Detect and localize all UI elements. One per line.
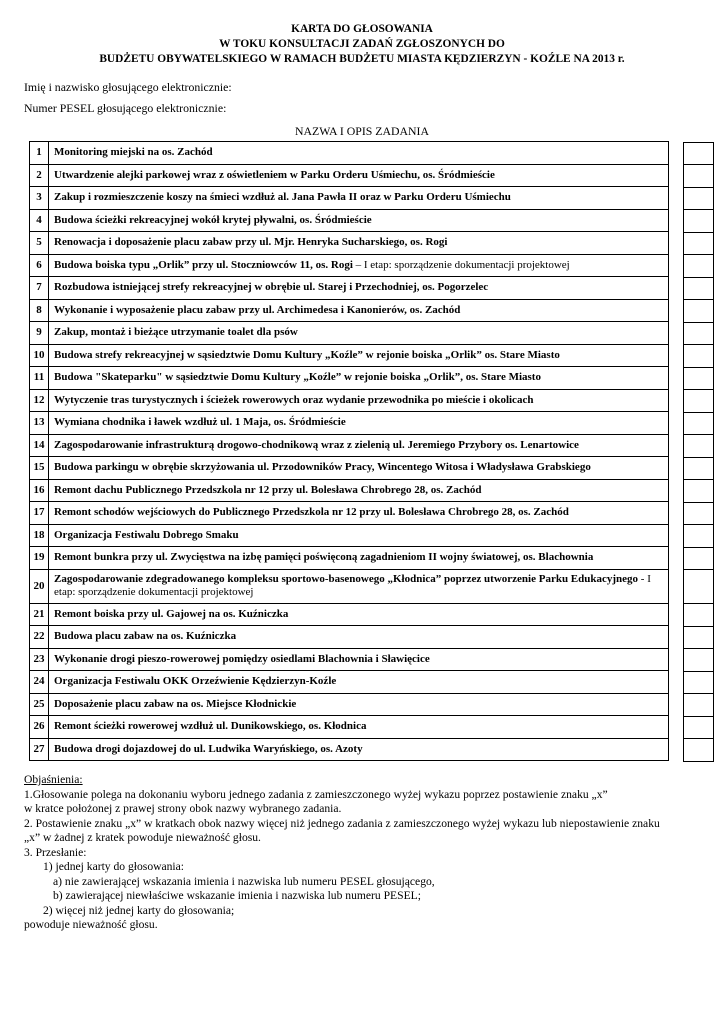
task-description xyxy=(49,164,669,187)
explanation-line: a) nie zawierającej wskazania imienia i nazwiska lub numeru PESEL głosującego, xyxy=(53,874,435,888)
vote-checkbox[interactable] xyxy=(683,569,714,604)
task-number: 9 xyxy=(30,322,49,345)
task-row xyxy=(30,322,669,345)
task-description xyxy=(49,434,669,457)
task-number: 3 xyxy=(30,187,49,210)
explanation-line: b) zawierającej niewłaściwe wskazanie imienia i nazwiska lub numeru PESEL; xyxy=(53,889,421,902)
task-number: 10 xyxy=(30,344,49,367)
vote-checkbox[interactable] xyxy=(683,254,714,278)
vote-checkbox[interactable] xyxy=(683,277,714,301)
task-title: Wymiana chodnika i ławek wzdłuż ul. 1 Maja, os. Śródmieście xyxy=(54,416,346,429)
task-title: Budowa ścieżki rekreacyjnej wokół krytej pływalni, os. Śródmieście xyxy=(54,213,372,226)
task-number: 26 xyxy=(30,716,49,739)
task-row xyxy=(30,209,669,232)
task-description xyxy=(49,547,669,570)
task-number: 15 xyxy=(30,457,49,480)
task-title: Organizacja Festiwalu Dobrego Smaku xyxy=(54,528,239,541)
ballot-subtitle: W TOKU KONSULTACJI ZADAŃ ZGŁOSZONYCH DO xyxy=(219,38,505,50)
task-title: Budowa drogi dojazdowej do ul. Ludwika Waryńskiego, os. Azoty xyxy=(54,742,363,755)
task-row xyxy=(30,626,669,649)
task-title: Rozbudowa istniejącej strefy rekreacyjnej w obrębie ul. Starej i Przechodniej, os. Pogorzelec xyxy=(54,281,489,294)
task-note: – I etap: sporządzenie dokumentacji projektowej xyxy=(352,258,570,271)
voter-pesel-label: Numer PESEL głosującego elektronicznie: xyxy=(24,101,227,115)
task-title: Zagospodarowanie zdegradowanego kompleksu sportowo-basenowego „Kłodnica” poprzez utworzenie Parku Edukacyjnego xyxy=(54,573,639,585)
task-title: Remont bunkra przy ul. Zwycięstwa na izbę pamięci poświęconą zagadnieniom II wojny światowej, os. Blachownia xyxy=(54,551,594,564)
vote-checkbox[interactable] xyxy=(683,142,714,166)
vote-checkbox[interactable] xyxy=(683,671,714,695)
explanation-line: „x” w żadnej z kratek powoduje nieważność głosu. xyxy=(24,831,261,844)
vote-checkbox[interactable] xyxy=(683,322,714,346)
task-row xyxy=(30,254,669,277)
task-title: Organizacja Festiwalu OKK Orzeźwienie Kędzierzyn-Koźle xyxy=(54,675,337,688)
task-description xyxy=(49,524,669,547)
task-row xyxy=(30,502,669,525)
vote-checkbox[interactable] xyxy=(683,209,714,233)
task-description xyxy=(49,187,669,210)
task-number: 19 xyxy=(30,547,49,570)
task-number: 27 xyxy=(30,738,49,761)
task-title: Zagospodarowanie infrastrukturą drogowo-chodnikową wraz z zielenią ul. Jeremiego Przybory os. Lenartowice xyxy=(54,438,579,451)
vote-checkbox[interactable] xyxy=(683,603,714,627)
task-description xyxy=(49,671,669,694)
vote-checkbox[interactable] xyxy=(683,164,714,188)
task-description xyxy=(49,299,669,322)
task-number: 14 xyxy=(30,434,49,457)
task-row xyxy=(30,142,669,165)
task-title: Budowa placu zabaw na os. Kuźniczka xyxy=(54,630,237,643)
task-row xyxy=(30,569,669,603)
vote-checkbox[interactable] xyxy=(683,738,714,762)
task-row xyxy=(30,738,669,761)
task-title: Renowacja i doposażenie placu zabaw przy ul. Mjr. Henryka Sucharskiego, os. Rogi xyxy=(54,236,448,249)
task-row xyxy=(30,367,669,390)
task-row xyxy=(30,412,669,435)
vote-checkbox[interactable] xyxy=(683,547,714,571)
task-description xyxy=(49,648,669,671)
task-title: Remont boiska przy ul. Gajowej na os. Kuźniczka xyxy=(54,607,289,620)
vote-checkbox[interactable] xyxy=(683,412,714,436)
explanations-heading: Objaśnienia: xyxy=(24,773,83,786)
task-row xyxy=(30,434,669,457)
task-number: 2 xyxy=(30,164,49,187)
task-number: 1 xyxy=(30,142,49,165)
explanation-line: 2. Postawienie znaku „x” w kratkach obok nazwy więcej niż jednego zadania z zamieszczonego wyżej wykazu lub niepostawienie znaku xyxy=(24,816,660,830)
vote-checkbox[interactable] xyxy=(683,479,714,503)
task-row xyxy=(30,277,669,300)
task-description xyxy=(49,322,669,345)
vote-checkbox[interactable] xyxy=(683,502,714,526)
task-description xyxy=(49,344,669,367)
task-row xyxy=(30,299,669,322)
task-number: 4 xyxy=(30,209,49,232)
explanation-line: 1.Głosowanie polega na dokonaniu wyboru jednego zadania z zamieszczonego wyżej wykazu poprzez postawienie znaku „x” xyxy=(24,787,608,801)
task-row xyxy=(30,648,669,671)
explanation-line: 2) więcej niż jednej karty do głosowania; xyxy=(43,903,235,917)
ballot-subtitle-2: BUDŻETU OBYWATELSKIEGO W RAMACH BUDŻETU MIASTA KĘDZIERZYN - KOŹLE NA 2013 r. xyxy=(99,53,625,65)
task-row xyxy=(30,716,669,739)
task-description xyxy=(49,502,669,525)
task-description xyxy=(49,367,669,390)
vote-checkbox[interactable] xyxy=(683,344,714,368)
task-title: Budowa "Skateparku" w sąsiedztwie Domu Kultury „Koźle” w rejonie boiska „Orlik”, os. Stare Miasto xyxy=(54,371,541,384)
task-note: - I etap: sporządzenie dokumentacji projektowej xyxy=(54,573,651,598)
task-number: 25 xyxy=(30,693,49,716)
task-title: Wykonanie i wyposażenie placu zabaw przy ul. Archimedesa i Kanonierów, os. Zachód xyxy=(54,303,461,316)
task-title: Remont ścieżki rowerowej wzdłuż ul. Dunikowskiego, os. Kłodnica xyxy=(54,720,367,733)
task-row xyxy=(30,547,669,570)
task-row xyxy=(30,671,669,694)
task-row xyxy=(30,344,669,367)
task-row xyxy=(30,389,669,412)
task-number: 12 xyxy=(30,389,49,412)
task-description xyxy=(49,209,669,232)
task-row xyxy=(30,693,669,716)
task-description xyxy=(49,277,669,300)
task-number: 21 xyxy=(30,603,49,626)
vote-checkbox[interactable] xyxy=(683,716,714,740)
task-row xyxy=(30,603,669,626)
task-number: 20 xyxy=(30,569,49,603)
task-description xyxy=(49,142,669,165)
task-title: Doposażenie placu zabaw na os. Miejsce Kłodnickie xyxy=(54,697,297,710)
task-number: 17 xyxy=(30,502,49,525)
task-description xyxy=(49,716,669,739)
explanation-line: 1) jednej karty do głosowania: xyxy=(43,860,185,873)
task-description xyxy=(49,412,669,435)
vote-checkbox[interactable] xyxy=(683,434,714,458)
explanation-line: w kratce położonej z prawej strony obok nazwy wybranego zadania. xyxy=(24,802,342,815)
task-number: 11 xyxy=(30,367,49,390)
task-description xyxy=(49,389,669,412)
section-title: NAZWA I OPIS ZADANIA xyxy=(294,124,430,138)
task-description xyxy=(49,569,669,603)
vote-checkbox[interactable] xyxy=(683,187,714,211)
task-row xyxy=(30,457,669,480)
explanations xyxy=(24,773,704,933)
task-description xyxy=(49,693,669,716)
task-description xyxy=(49,254,669,277)
task-description xyxy=(49,479,669,502)
voter-name-label: Imię i nazwisko głosującego elektronicznie: xyxy=(24,80,232,94)
task-description xyxy=(49,457,669,480)
task-title: Budowa boiska typu „Orlik” przy ul. Stoczniowców 11, os. Rogi xyxy=(54,258,353,271)
task-number: 6 xyxy=(30,254,49,277)
ballot-header xyxy=(0,22,724,67)
vote-checkbox[interactable] xyxy=(683,232,714,256)
task-number: 8 xyxy=(30,299,49,322)
task-title: Zakup i rozmieszczenie koszy na śmieci wzdłuż al. Jana Pawła II oraz w Parku Orderu Uśmiechu xyxy=(54,191,511,204)
task-title: Remont schodów wejściowych do Publicznego Przedszkola nr 12 przy ul. Bolesława Chrobrego 28, os. Zachód xyxy=(54,506,569,519)
vote-checkbox[interactable] xyxy=(683,457,714,481)
task-description xyxy=(49,603,669,626)
task-number: 5 xyxy=(30,232,49,255)
task-row xyxy=(30,524,669,547)
task-number: 23 xyxy=(30,648,49,671)
vote-checkbox[interactable] xyxy=(683,389,714,413)
task-description xyxy=(49,232,669,255)
task-row xyxy=(30,164,669,187)
explanation-line: 3. Przesłanie: xyxy=(24,845,87,859)
task-title: Utwardzenie alejki parkowej wraz z oświetleniem w Parku Orderu Uśmiechu, os. Śródmieście xyxy=(54,168,495,181)
task-number: 13 xyxy=(30,412,49,435)
task-number: 16 xyxy=(30,479,49,502)
task-title: Zakup, montaż i bieżące utrzymanie toalet dla psów xyxy=(54,326,298,339)
task-title: Remont dachu Publicznego Przedszkola nr 12 przy ul. Bolesława Chrobrego 28, os. Zachód xyxy=(54,483,482,496)
task-number: 22 xyxy=(30,626,49,649)
task-row xyxy=(30,479,669,502)
vote-checkbox[interactable] xyxy=(683,693,714,717)
tasks-table xyxy=(29,141,669,761)
task-number: 24 xyxy=(30,671,49,694)
vote-checkbox[interactable] xyxy=(683,367,714,391)
task-number: 18 xyxy=(30,524,49,547)
explanation-line: powoduje nieważność głosu. xyxy=(24,918,158,931)
task-title: Wykonanie drogi pieszo-rowerowej pomiędzy osiedlami Blachownia i Sławięcice xyxy=(54,652,430,665)
task-row xyxy=(30,232,669,255)
task-number: 7 xyxy=(30,277,49,300)
vote-checkbox[interactable] xyxy=(683,299,714,323)
vote-checkbox[interactable] xyxy=(683,626,714,650)
task-title: Monitoring miejski na os. Zachód xyxy=(54,146,213,159)
task-row xyxy=(30,187,669,210)
vote-checkbox[interactable] xyxy=(683,524,714,548)
task-title: Budowa parkingu w obrębie skrzyżowania ul. Przodowników Pracy, Wincentego Witosa i Władysława Grabskiego xyxy=(54,461,591,474)
task-title: Wytyczenie tras turystycznych i ścieżek rowerowych oraz wydanie przewodnika po mieście i okolicach xyxy=(54,393,534,406)
ballot-title: KARTA DO GŁOSOWANIA xyxy=(291,23,433,35)
vote-checkbox[interactable] xyxy=(683,648,714,672)
task-title: Budowa strefy rekreacyjnej w sąsiedztwie Domu Kultury „Koźle” w rejonie boiska „Orlik” os. Stare Miasto xyxy=(54,348,560,361)
task-description xyxy=(49,738,669,761)
task-description xyxy=(49,626,669,649)
